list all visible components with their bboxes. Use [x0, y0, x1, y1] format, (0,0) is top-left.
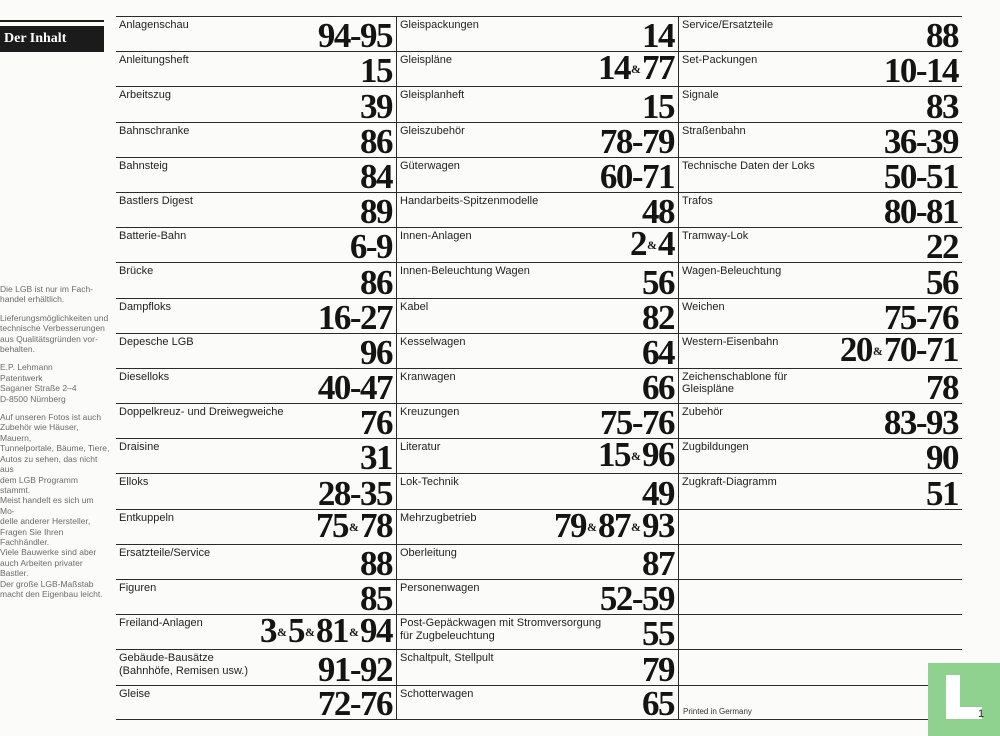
entry-label: Innen-Beleuchtung Wagen [400, 265, 530, 278]
side-note: E.P. Lehmann Patentwerk Saganer Straße 2–4 D-8500 Nürnberg [0, 362, 77, 404]
entry-label: Kabel [400, 300, 429, 313]
index-entry [396, 16, 678, 56]
entry-pages: 55 [642, 614, 674, 654]
entry-label: Set-Packungen [682, 54, 758, 67]
side-note: Die LGB ist nur im Fach- handel erhältlich. [0, 284, 94, 305]
entry-label: Lok-Technik [400, 476, 459, 489]
entry-label: Brücke [119, 265, 154, 278]
index-entry [396, 262, 678, 302]
index-entry [678, 509, 962, 544]
page-title: Der Inhalt [4, 31, 67, 46]
entry-pages: 48 [642, 192, 674, 232]
entry-pages: 76 [360, 403, 392, 443]
entry-label: Doppelkreuz- und Dreiwegweiche [119, 406, 284, 419]
index-entry [396, 368, 678, 408]
index-entry [396, 86, 678, 126]
index-entry [396, 48, 678, 88]
index-entry [396, 121, 678, 161]
index-entry [678, 227, 962, 267]
index-entry [116, 86, 396, 126]
entry-label: Bahnschranke [119, 124, 190, 137]
index-entry [396, 505, 678, 545]
index-entry [116, 438, 396, 478]
entry-pages: 15 [642, 86, 674, 126]
entry-label: Gleisplanheft [400, 89, 465, 102]
entry-label: Weichen [682, 300, 725, 313]
index-entry [396, 156, 678, 196]
entry-label: Gebäude-Bausätze (Bahnhöfe, Remisen usw.) [119, 652, 249, 677]
entry-pages: 75-76 [599, 403, 674, 443]
entry-pages: 39 [360, 86, 392, 126]
entry-pages: 96 [360, 332, 392, 372]
entry-label: Elloks [119, 476, 149, 489]
entry-pages: 91-92 [317, 649, 392, 689]
index-entry [116, 403, 396, 443]
entry-pages: 88 [360, 544, 392, 583]
index-entry [678, 579, 962, 614]
entry-label: Bastlers Digest [119, 194, 193, 207]
index-entry [116, 227, 396, 267]
index-entry [396, 435, 678, 475]
index-entry [678, 262, 962, 302]
entry-pages: 60-71 [599, 156, 674, 196]
entry-label: Arbeitszug [119, 89, 171, 102]
entry-label: Güterwagen [400, 159, 460, 172]
index-entry [116, 368, 396, 408]
entry-label: Signale [682, 89, 719, 102]
entry-pages: 90 [926, 438, 958, 478]
entry-label: Zubehör [682, 406, 723, 419]
entry-label: Handarbeits-Spitzenmodelle [400, 194, 539, 207]
entry-pages: 40-47 [317, 368, 392, 408]
index-entry [396, 683, 678, 723]
index-entry [678, 86, 962, 126]
entry-label: Dieselloks [119, 370, 170, 383]
entry-label: Trafos [682, 194, 713, 207]
entry-pages: 15&96 [598, 435, 674, 475]
index-entry [678, 403, 962, 443]
entry-pages: 3&5&81&94 [260, 611, 392, 651]
entry-pages: 36-39 [883, 121, 958, 161]
index-entry [116, 297, 396, 337]
index-entry [116, 505, 396, 545]
entry-pages: 10-14 [883, 51, 958, 91]
entry-pages: 49 [642, 473, 674, 513]
entry-label: Gleiszubehör [400, 124, 465, 137]
entry-pages: 65 [642, 683, 674, 723]
index-entry [678, 685, 962, 720]
entry-pages: 88 [926, 16, 958, 56]
section-header [0, 26, 104, 52]
index-entry [678, 192, 962, 232]
index-entry [116, 332, 396, 372]
entry-label: Innen-Anlagen [400, 230, 472, 243]
entry-label: Personenwagen [400, 582, 480, 594]
entry-pages: 31 [360, 438, 392, 478]
entry-label: Anleitungsheft [119, 54, 189, 67]
index-entry [678, 438, 962, 478]
entry-pages: 83-93 [883, 403, 958, 443]
entry-pages: 20&70-71 [839, 329, 958, 369]
index-entry [116, 473, 396, 513]
entry-label: Gleispackungen [400, 19, 479, 31]
entry-label: Depesche LGB [119, 335, 194, 348]
index-entry [678, 544, 962, 579]
entry-pages: 64 [642, 332, 674, 372]
index-entry [678, 614, 962, 649]
index-entry [678, 156, 962, 196]
index-entry [678, 368, 962, 408]
entry-label: Zugbildungen [682, 441, 749, 454]
index-entry [396, 297, 678, 337]
index-entry [396, 473, 678, 513]
entry-label: Dampfloks [119, 300, 171, 313]
entry-label: Batterie-Bahn [119, 230, 187, 243]
side-notes [0, 284, 110, 607]
entry-pages: 78 [926, 368, 958, 408]
entry-label: Tramway-Lok [682, 230, 749, 243]
entry-pages: 16-27 [317, 297, 392, 337]
index-entry [116, 649, 396, 689]
entry-label: Straßenbahn [682, 124, 746, 137]
entry-label: Service/Ersatzteile [682, 19, 774, 31]
side-note: Auf unseren Fotos ist auch Zubehör wie Häuser, Mauern, Tunnelportale, Bäume, Tiere, Autos zu sehen, das nicht aus dem LGB Programm stammt. Meist handelt es sich um Mo- delle anderer Hersteller, Fragen Sie Ihren Fachhändler. Viele Bauwerke sind aber auch Arbeiten privater Bastler. Der große LGB-Maßstab macht den Eigenbau leicht. [0, 412, 110, 599]
entry-pages: 86 [360, 121, 392, 161]
entry-label: Wagen-Beleuchtung [682, 265, 782, 278]
entry-pages: 79 [642, 649, 674, 689]
entry-pages: 72-76 [317, 683, 392, 723]
entry-label: Figuren [119, 582, 157, 594]
entry-label: Draisine [119, 441, 160, 454]
entry-pages: 56 [926, 262, 958, 302]
entry-label: Bahnsteig [119, 159, 168, 172]
entry-label: Mehrzugbetrieb [400, 511, 477, 524]
entry-label: Technische Daten der Loks [682, 159, 815, 172]
entry-pages: 79&87&93 [554, 505, 674, 545]
entry-pages: 75&78 [316, 505, 392, 545]
entry-pages: 66 [642, 368, 674, 408]
entry-pages: 84 [360, 156, 392, 196]
entry-label: Post-Gepäckwagen mit Stromversorgung für Zugbeleuchtung [400, 617, 602, 642]
index-entry [396, 649, 678, 689]
entry-label: Western-Eisenbahn [682, 335, 779, 348]
index-entry [678, 51, 962, 91]
index-entry [116, 51, 396, 91]
entry-label: Entkuppeln [119, 511, 175, 524]
entry-pages: 28-35 [317, 473, 392, 513]
entry-pages: 14 [642, 16, 674, 56]
lgb-logo-icon [928, 663, 1000, 736]
entry-pages: 83 [926, 86, 958, 126]
entry-pages: 15 [360, 51, 392, 91]
index-entry [396, 614, 678, 654]
entry-pages: 89 [360, 192, 392, 232]
entry-label: Freiland-Anlagen [119, 617, 203, 630]
index-entry [116, 262, 396, 302]
index-entry [678, 473, 962, 513]
index-entry [116, 192, 396, 232]
index-entry [116, 579, 396, 619]
entry-label: Kesselwagen [400, 335, 466, 348]
entry-pages: 6-9 [349, 227, 392, 267]
entry-pages: 22 [926, 227, 958, 267]
index-entry [678, 297, 962, 337]
entry-label: Zeichenschablone für Gleispläne [682, 370, 788, 396]
index-entry [116, 611, 396, 651]
index-entry [116, 121, 396, 161]
entry-label: Kreuzungen [400, 406, 460, 419]
entry-label: Literatur [400, 441, 441, 454]
entry-label: Schaltpult, Stellpult [400, 652, 494, 665]
page-number: 1 [978, 708, 985, 720]
index-entry [678, 649, 962, 684]
index-entry [116, 16, 396, 56]
entry-pages: 78-79 [599, 121, 674, 161]
index-entry [678, 121, 962, 161]
entry-pages: 94-95 [317, 16, 392, 56]
entry-label: Anlagenschau [119, 19, 189, 31]
entry-pages: 56 [642, 262, 674, 302]
entry-pages: 85 [360, 579, 392, 619]
side-note: Lieferungsmöglichkeiten und technische Verbesserungen aus Qualitätsgründen vor- behalten. [0, 312, 109, 355]
index-entry [396, 544, 678, 583]
index-entry [116, 683, 396, 723]
entry-pages: 50-51 [883, 156, 958, 196]
entry-pages: 82 [642, 297, 674, 337]
entry-label: Ersatzteile/Service [119, 546, 211, 559]
entry-pages: 87 [642, 544, 674, 583]
index-entry [116, 156, 396, 196]
index-entry [396, 192, 678, 232]
entry-pages: 51 [926, 473, 958, 513]
entry-label: Oberleitung [400, 546, 457, 559]
index-entry [678, 329, 962, 369]
index-entry [116, 544, 396, 583]
index-entry [396, 224, 678, 264]
index-entry [396, 579, 678, 619]
entry-label: Gleise [119, 687, 151, 700]
index-entry [396, 403, 678, 443]
entry-pages: 80-81 [883, 192, 958, 232]
entry-pages: 14&77 [598, 48, 674, 88]
entry-pages: 2&4 [630, 224, 674, 264]
index-entry [678, 16, 962, 56]
entry-label: Kranwagen [400, 370, 456, 383]
sidebar [0, 0, 110, 736]
entry-pages: 52-59 [599, 579, 674, 619]
entry-pages: 75-76 [883, 297, 958, 337]
entry-label: Gleispläne [400, 54, 452, 67]
index-table [116, 16, 962, 723]
entry-pages: 86 [360, 262, 392, 302]
printed-note: Printed in Germany [683, 706, 752, 716]
entry-label: Zugkraft-Diagramm [682, 476, 777, 489]
entry-label: Schotterwagen [400, 687, 474, 700]
index-entry [396, 332, 678, 372]
